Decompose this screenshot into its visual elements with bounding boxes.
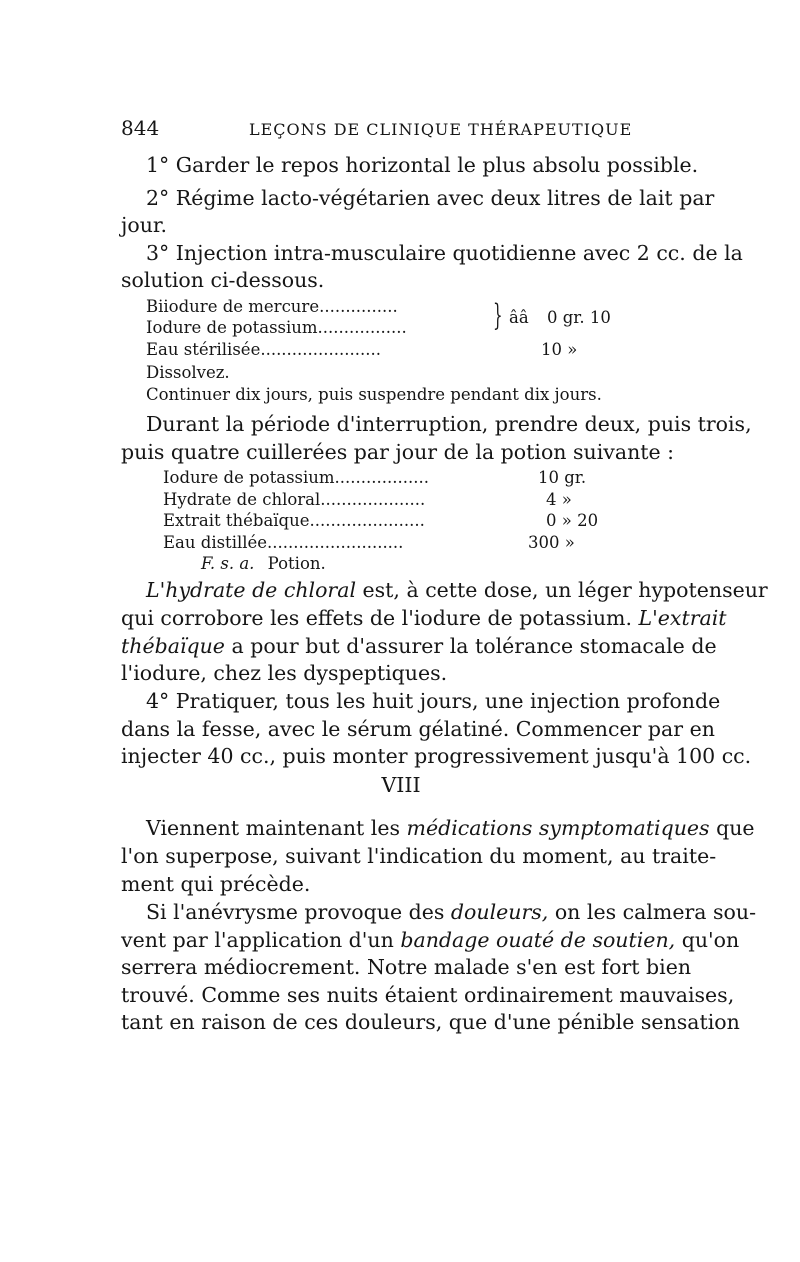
continuer: Continuer dix jours, puis suspendre pendant dix jours. <box>146 385 602 404</box>
grouping-brace: } <box>493 298 503 333</box>
interruption-line-2: puis quatre cuillerées par jour de la potion suivante : <box>121 440 675 464</box>
rx2-row-amount: 4 » <box>546 490 572 509</box>
item-4-line-2: dans la fesse, avec le sérum gélatiné. Commencer par en <box>121 717 715 741</box>
commentary-line-2: qui corrobore les effets de l'iodure de potassium. L'extrait <box>121 606 727 630</box>
italic-extrait: L'extrait <box>638 606 727 630</box>
rx2-row-name: Iodure de potassium.................. <box>163 468 429 487</box>
item-2-line-1: 2° Régime lacto-végétarien avec deux litres de lait par <box>146 186 715 210</box>
section-p2-line-3: serrera médiocrement. Notre malade s'en est fort bien <box>121 955 692 979</box>
rx1-row2-name: Iodure de potassium................. <box>146 318 407 337</box>
rx2-row-name: Extrait thébaïque...................... <box>163 511 425 530</box>
italic-douleurs: douleurs, <box>450 900 549 924</box>
rx1-row3-amount: 10 » <box>541 340 578 359</box>
item-2-line-2: jour. <box>121 213 167 237</box>
rx2-row-amount: 10 gr. <box>538 468 587 487</box>
italic-medications: médications symptomatiques <box>406 816 710 840</box>
rx1-row3-name: Eau stérilisée....................... <box>146 340 381 359</box>
rx1-joint-amount: 0 gr. 10 <box>547 308 611 327</box>
section-p1-line-1: Viennent maintenant les médications symptomatiques que <box>146 816 755 840</box>
item-3-line-1: 3° Injection intra-musculaire quotidienne avec 2 cc. de la <box>146 241 743 265</box>
section-p1-line-3: ment qui précède. <box>121 872 311 896</box>
section-p2-line-2: vent par l'application d'un bandage ouaté de soutien, qu'on <box>121 928 740 952</box>
section-p2-line-4: trouvé. Comme ses nuits étaient ordinairement mauvaises, <box>121 983 735 1007</box>
rx2-row-name: Hydrate de chloral.................... <box>163 490 426 509</box>
item-1: 1° Garder le repos horizontal le plus absolu possible. <box>146 153 699 177</box>
italic-bandage: bandage ouaté de soutien, <box>400 928 676 952</box>
item-4-line-1: 4° Pratiquer, tous les huit jours, une injection profonde <box>146 689 721 713</box>
section-p1-line-2: l'on superpose, suivant l'indication du moment, au traite- <box>121 844 717 868</box>
dissolvez: Dissolvez. <box>146 363 230 382</box>
rx1-row1-name: Biiodure de mercure............... <box>146 297 398 316</box>
section-p2-line-1: Si l'anévrysme provoque des douleurs, on les calmera sou- <box>146 900 756 924</box>
commentary-line-1: L'hydrate de chloral est, à cette dose, un léger hypotenseur <box>146 578 768 602</box>
interruption-line-1: Durant la période d'interruption, prendre deux, puis trois, <box>146 412 752 436</box>
commentary-line-3: thébaïque a pour but d'assurer la tolérance stomacale de <box>121 634 717 658</box>
italic-thebaique: thébaïque <box>121 634 225 658</box>
item-4-line-3: injecter 40 cc., puis monter progressivement jusqu'à 100 cc. <box>121 744 752 768</box>
potion: Potion. <box>267 554 326 573</box>
commentary-line-4: l'iodure, chez les dyspeptiques. <box>121 661 448 685</box>
rx1-joint-prefix: ââ <box>509 308 529 327</box>
rx2-signature <box>201 553 326 575</box>
section-p2-line-5: tant en raison de ces douleurs, que d'une pénible sensation <box>121 1010 740 1034</box>
fsa: F. s. a. <box>201 554 255 573</box>
italic-hydrate: L'hydrate de chloral <box>146 578 356 602</box>
running-header <box>121 116 681 140</box>
rx2-row-amount: 300 » <box>528 533 575 552</box>
page-number: 844 <box>121 116 160 140</box>
running-title: LEÇONS DE CLINIQUE THÉRAPEUTIQUE <box>249 120 633 139</box>
rx2-row-name: Eau distillée.......................... <box>163 533 404 552</box>
section-heading: VIII <box>381 773 421 797</box>
item-3-line-2: solution ci-dessous. <box>121 268 325 292</box>
rx2-row-amount: 0 » 20 <box>546 511 599 530</box>
